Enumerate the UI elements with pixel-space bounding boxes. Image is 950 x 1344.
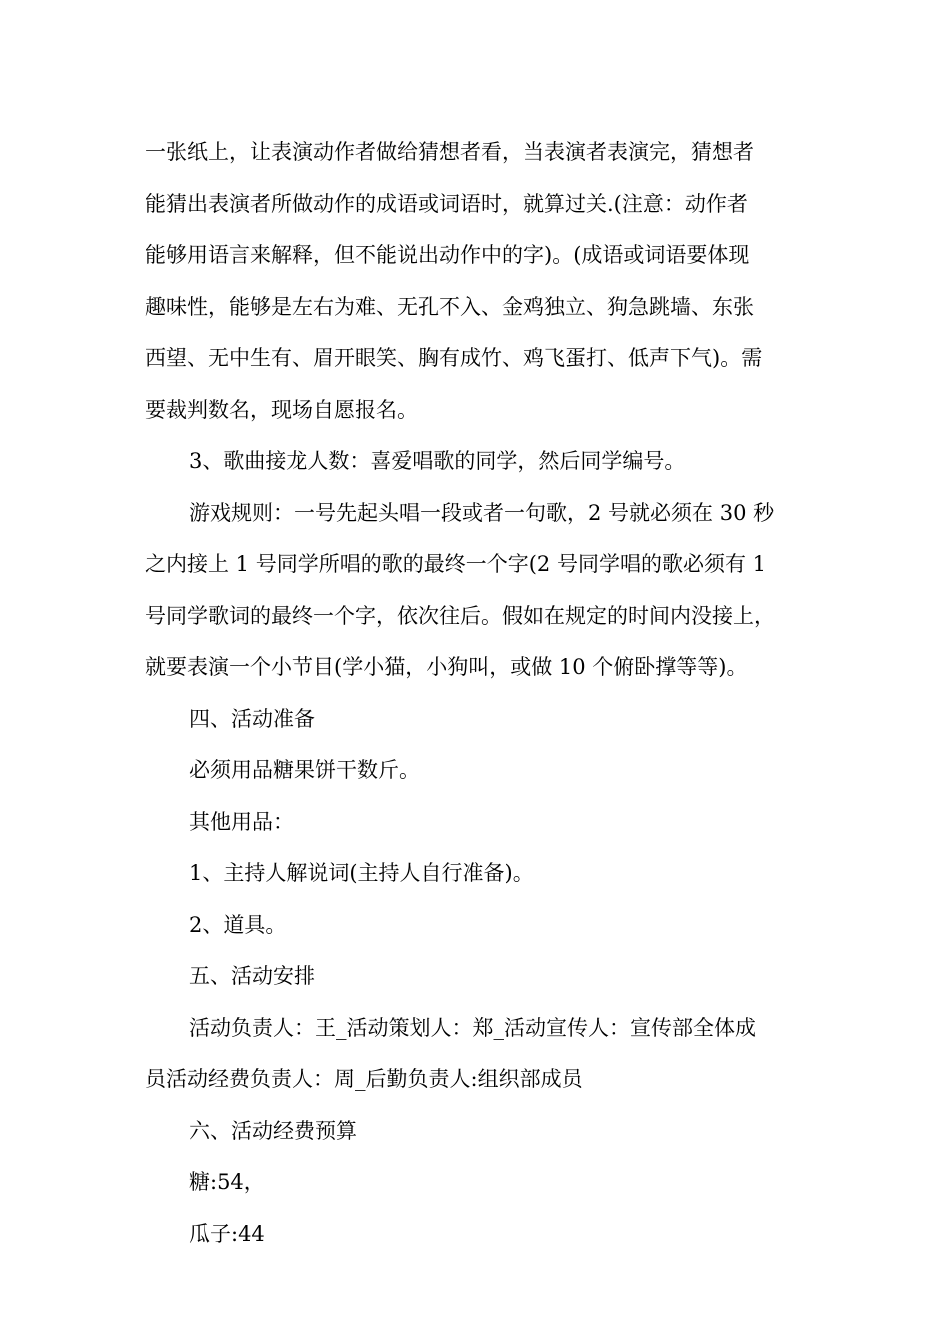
paragraph-1-line-0: 3、歌曲接龙人数：喜爱唱歌的同学，然后同学编号。 — [189, 449, 686, 473]
paragraph-2-line-2: 号同学歌词的最终一个字，依次往后。假如在规定的时间内没接上， — [145, 603, 775, 628]
paragraph-12-line-0: 瓜子:44 — [189, 1221, 265, 1246]
paragraph-0-line-1: 能猜出表演者所做动作的成语或词语时，就算过关.(注意：动作者 — [145, 191, 748, 216]
paragraph-0-line-5: 要裁判数名，现场自愿报名。 — [145, 397, 418, 422]
paragraph-2-line-0: 游戏规则：一号先起头唱一段或者一句歌，2 号就必须在 30 秒 — [189, 500, 775, 525]
paragraph-0-line-4: 西望、无中生有、眉开眼笑、胸有成竹、鸡飞蛋打、低声下气)。需 — [145, 346, 763, 370]
paragraph-7-line-0: 2、道具。 — [189, 912, 287, 937]
paragraph-6-line-0: 1、主持人解说词(主持人自行准备)。 — [189, 861, 534, 885]
paragraph-2-line-3: 就要表演一个小节目(学小猫，小狗叫，或做 10 个俯卧撑等等)。 — [145, 655, 748, 679]
paragraph-2-line-1: 之内接上 1 号同学所唱的歌的最终一个字(2 号同学唱的歌必须有 1 — [145, 552, 766, 576]
paragraph-9-line-1: 员活动经费负责人：周_后勤负责人:组织部成员 — [145, 1067, 583, 1091]
paragraph-8-line-0: 五、活动安排 — [189, 964, 315, 988]
paragraph-5-line-0: 其他用品： — [189, 809, 294, 834]
paragraph-9-line-0: 活动负责人：王_活动策划人：郑_活动宣传人：宣传部全体成 — [189, 1015, 756, 1040]
paragraph-0-line-0: 一张纸上，让表演动作者做给猜想者看，当表演者表演完，猜想者 — [145, 140, 754, 164]
paragraph-11-line-0: 糖:54， — [189, 1170, 265, 1194]
paragraph-10-line-0: 六、活动经费预算 — [189, 1118, 357, 1143]
paragraph-3-line-0: 四、活动准备 — [189, 706, 315, 731]
paragraph-4-line-0: 必须用品糖果饼干数斤。 — [189, 758, 420, 782]
document-body — [145, 127, 811, 1260]
paragraph-0-line-2: 能够用语言来解释，但不能说出动作中的字)。(成语或词语要体现 — [145, 243, 750, 267]
paragraph-0-line-3: 趣味性，能够是左右为难、无孔不入、金鸡独立、狗急跳墙、东张 — [145, 294, 754, 319]
